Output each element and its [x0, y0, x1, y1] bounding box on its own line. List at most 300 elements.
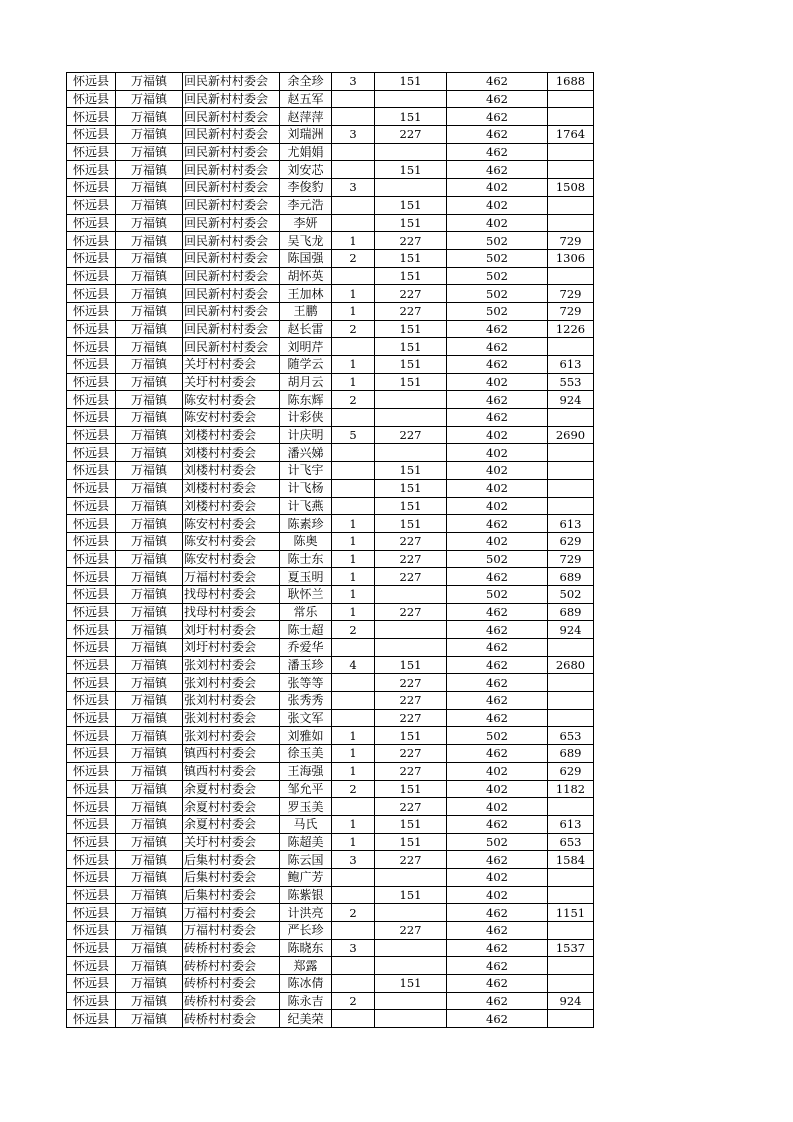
amount-a-cell: [375, 639, 447, 657]
name-cell: 王加林: [280, 285, 332, 303]
table-row: [67, 922, 594, 940]
amount-a-cell: 227: [375, 285, 447, 303]
household-size-cell: 2: [332, 320, 375, 338]
name-cell: 陈云国: [280, 851, 332, 869]
table-row: [67, 904, 594, 922]
amount-b-cell: 502: [447, 833, 548, 851]
amount-a-cell: [375, 992, 447, 1010]
table-row: [67, 815, 594, 833]
county-cell: 怀远县: [67, 709, 116, 727]
household-size-cell: 2: [332, 992, 375, 1010]
name-cell: 计洪亮: [280, 904, 332, 922]
household-size-cell: [332, 196, 375, 214]
data-table: [66, 72, 594, 1028]
village-committee-cell: 刘圩村村委会: [183, 621, 280, 639]
county-cell: 怀远县: [67, 868, 116, 886]
name-cell: 王鹏: [280, 302, 332, 320]
total-cell: [548, 161, 594, 179]
household-size-cell: [332, 108, 375, 126]
amount-a-cell: 151: [375, 356, 447, 374]
county-cell: 怀远县: [67, 939, 116, 957]
name-cell: 尤娟娟: [280, 143, 332, 161]
county-cell: 怀远县: [67, 143, 116, 161]
county-cell: 怀远县: [67, 886, 116, 904]
village-committee-cell: 回民新村村委会: [183, 179, 280, 197]
amount-a-cell: [375, 939, 447, 957]
village-committee-cell: 陈安村村委会: [183, 532, 280, 550]
town-cell: 万福镇: [116, 161, 183, 179]
county-cell: 怀远县: [67, 745, 116, 763]
county-cell: 怀远县: [67, 532, 116, 550]
name-cell: 赵长雷: [280, 320, 332, 338]
amount-a-cell: 151: [375, 373, 447, 391]
village-committee-cell: 回民新村村委会: [183, 320, 280, 338]
total-cell: 1226: [548, 320, 594, 338]
amount-a-cell: 151: [375, 479, 447, 497]
town-cell: 万福镇: [116, 532, 183, 550]
table-row: [67, 214, 594, 232]
county-cell: 怀远县: [67, 568, 116, 586]
household-size-cell: 3: [332, 126, 375, 144]
name-cell: 潘兴娣: [280, 444, 332, 462]
household-size-cell: [332, 143, 375, 161]
total-cell: [548, 922, 594, 940]
county-cell: 怀远县: [67, 762, 116, 780]
household-size-cell: [332, 214, 375, 232]
amount-a-cell: 227: [375, 851, 447, 869]
town-cell: 万福镇: [116, 585, 183, 603]
county-cell: 怀远县: [67, 621, 116, 639]
amount-a-cell: 151: [375, 497, 447, 515]
amount-a-cell: 151: [375, 320, 447, 338]
village-committee-cell: 关圩村村委会: [183, 373, 280, 391]
name-cell: 徐玉美: [280, 745, 332, 763]
village-committee-cell: 回民新村村委会: [183, 338, 280, 356]
town-cell: 万福镇: [116, 302, 183, 320]
table-row: [67, 727, 594, 745]
village-committee-cell: 后集村村委会: [183, 851, 280, 869]
table-row: [67, 320, 594, 338]
county-cell: 怀远县: [67, 815, 116, 833]
total-cell: 1764: [548, 126, 594, 144]
amount-a-cell: [375, 585, 447, 603]
total-cell: [548, 674, 594, 692]
table-row: [67, 692, 594, 710]
name-cell: 计飞宇: [280, 462, 332, 480]
amount-a-cell: 151: [375, 975, 447, 993]
town-cell: 万福镇: [116, 656, 183, 674]
county-cell: 怀远县: [67, 179, 116, 197]
amount-b-cell: 502: [447, 285, 548, 303]
county-cell: 怀远县: [67, 656, 116, 674]
household-size-cell: 1: [332, 762, 375, 780]
village-committee-cell: 回民新村村委会: [183, 90, 280, 108]
town-cell: 万福镇: [116, 798, 183, 816]
name-cell: 张秀秀: [280, 692, 332, 710]
county-cell: 怀远县: [67, 550, 116, 568]
name-cell: 陈东辉: [280, 391, 332, 409]
village-committee-cell: 张刘村村委会: [183, 656, 280, 674]
household-size-cell: 2: [332, 391, 375, 409]
name-cell: 常乐: [280, 603, 332, 621]
amount-a-cell: 227: [375, 745, 447, 763]
name-cell: 余全珍: [280, 73, 332, 91]
town-cell: 万福镇: [116, 709, 183, 727]
amount-a-cell: 151: [375, 462, 447, 480]
table-row: [67, 391, 594, 409]
name-cell: 陈冰倩: [280, 975, 332, 993]
amount-a-cell: 227: [375, 302, 447, 320]
amount-a-cell: [375, 391, 447, 409]
table-row: [67, 126, 594, 144]
town-cell: 万福镇: [116, 762, 183, 780]
county-cell: 怀远县: [67, 585, 116, 603]
amount-b-cell: 462: [447, 143, 548, 161]
amount-b-cell: 502: [447, 302, 548, 320]
household-size-cell: [332, 709, 375, 727]
total-cell: 653: [548, 833, 594, 851]
village-committee-cell: 刘圩村村委会: [183, 639, 280, 657]
name-cell: 陈超美: [280, 833, 332, 851]
village-committee-cell: 回民新村村委会: [183, 302, 280, 320]
name-cell: 张文军: [280, 709, 332, 727]
amount-b-cell: 462: [447, 603, 548, 621]
table-row: [67, 585, 594, 603]
amount-b-cell: 402: [447, 780, 548, 798]
county-cell: 怀远县: [67, 356, 116, 374]
amount-b-cell: 402: [447, 373, 548, 391]
county-cell: 怀远县: [67, 515, 116, 533]
village-committee-cell: 刘楼村村委会: [183, 479, 280, 497]
county-cell: 怀远县: [67, 798, 116, 816]
name-cell: 李妍: [280, 214, 332, 232]
town-cell: 万福镇: [116, 249, 183, 267]
name-cell: 陈永吉: [280, 992, 332, 1010]
table-row: [67, 886, 594, 904]
household-size-cell: [332, 338, 375, 356]
amount-a-cell: 227: [375, 798, 447, 816]
name-cell: 陈紫银: [280, 886, 332, 904]
county-cell: 怀远县: [67, 922, 116, 940]
town-cell: 万福镇: [116, 179, 183, 197]
name-cell: 陈奥: [280, 532, 332, 550]
village-committee-cell: 砖桥村村委会: [183, 957, 280, 975]
table-row: [67, 249, 594, 267]
table-row: [67, 975, 594, 993]
name-cell: 罗玉美: [280, 798, 332, 816]
name-cell: 赵五军: [280, 90, 332, 108]
amount-a-cell: 227: [375, 550, 447, 568]
town-cell: 万福镇: [116, 285, 183, 303]
amount-b-cell: 502: [447, 550, 548, 568]
household-size-cell: [332, 798, 375, 816]
name-cell: 陈士超: [280, 621, 332, 639]
town-cell: 万福镇: [116, 975, 183, 993]
town-cell: 万福镇: [116, 267, 183, 285]
town-cell: 万福镇: [116, 957, 183, 975]
county-cell: 怀远县: [67, 108, 116, 126]
county-cell: 怀远县: [67, 603, 116, 621]
name-cell: 耿怀兰: [280, 585, 332, 603]
name-cell: 陈素珍: [280, 515, 332, 533]
table-row: [67, 285, 594, 303]
table-row: [67, 851, 594, 869]
amount-b-cell: 462: [447, 338, 548, 356]
household-size-cell: 3: [332, 73, 375, 91]
name-cell: 潘玉珍: [280, 656, 332, 674]
name-cell: 刘瑞洲: [280, 126, 332, 144]
town-cell: 万福镇: [116, 992, 183, 1010]
town-cell: 万福镇: [116, 373, 183, 391]
amount-b-cell: 462: [447, 709, 548, 727]
village-committee-cell: 镇西村村委会: [183, 762, 280, 780]
total-cell: 689: [548, 745, 594, 763]
total-cell: [548, 196, 594, 214]
county-cell: 怀远县: [67, 338, 116, 356]
total-cell: 729: [548, 232, 594, 250]
town-cell: 万福镇: [116, 196, 183, 214]
table-row: [67, 762, 594, 780]
name-cell: 计飞杨: [280, 479, 332, 497]
table-row: [67, 780, 594, 798]
amount-b-cell: 402: [447, 798, 548, 816]
amount-a-cell: [375, 143, 447, 161]
village-committee-cell: 刘楼村村委会: [183, 444, 280, 462]
total-cell: [548, 709, 594, 727]
amount-b-cell: 462: [447, 639, 548, 657]
amount-b-cell: 462: [447, 90, 548, 108]
amount-a-cell: 151: [375, 780, 447, 798]
town-cell: 万福镇: [116, 338, 183, 356]
town-cell: 万福镇: [116, 479, 183, 497]
amount-b-cell: 402: [447, 462, 548, 480]
amount-b-cell: 402: [447, 179, 548, 197]
amount-b-cell: 462: [447, 391, 548, 409]
town-cell: 万福镇: [116, 444, 183, 462]
county-cell: 怀远县: [67, 444, 116, 462]
amount-a-cell: 151: [375, 815, 447, 833]
name-cell: 刘雅如: [280, 727, 332, 745]
town-cell: 万福镇: [116, 143, 183, 161]
amount-b-cell: 462: [447, 815, 548, 833]
name-cell: 陈晓东: [280, 939, 332, 957]
town-cell: 万福镇: [116, 815, 183, 833]
amount-a-cell: 151: [375, 338, 447, 356]
total-cell: 613: [548, 515, 594, 533]
name-cell: 李俊豹: [280, 179, 332, 197]
town-cell: 万福镇: [116, 727, 183, 745]
table-row: [67, 957, 594, 975]
total-cell: 1537: [548, 939, 594, 957]
amount-a-cell: 151: [375, 833, 447, 851]
county-cell: 怀远县: [67, 90, 116, 108]
town-cell: 万福镇: [116, 497, 183, 515]
household-size-cell: 1: [332, 745, 375, 763]
amount-a-cell: [375, 444, 447, 462]
household-size-cell: 1: [332, 585, 375, 603]
table-row: [67, 674, 594, 692]
county-cell: 怀远县: [67, 692, 116, 710]
household-size-cell: [332, 444, 375, 462]
village-committee-cell: 关圩村村委会: [183, 356, 280, 374]
total-cell: [548, 975, 594, 993]
amount-b-cell: 462: [447, 515, 548, 533]
village-committee-cell: 余夏村村委会: [183, 815, 280, 833]
town-cell: 万福镇: [116, 868, 183, 886]
total-cell: 2690: [548, 426, 594, 444]
amount-a-cell: 227: [375, 126, 447, 144]
household-size-cell: 1: [332, 373, 375, 391]
village-committee-cell: 陈安村村委会: [183, 409, 280, 427]
county-cell: 怀远县: [67, 975, 116, 993]
village-committee-cell: 砖桥村村委会: [183, 939, 280, 957]
table-row: [67, 833, 594, 851]
household-size-cell: 1: [332, 727, 375, 745]
household-size-cell: 1: [332, 833, 375, 851]
household-size-cell: [332, 674, 375, 692]
amount-a-cell: [375, 90, 447, 108]
county-cell: 怀远县: [67, 126, 116, 144]
total-cell: 1182: [548, 780, 594, 798]
village-committee-cell: 砖桥村村委会: [183, 1010, 280, 1028]
county-cell: 怀远县: [67, 639, 116, 657]
household-size-cell: [332, 922, 375, 940]
county-cell: 怀远县: [67, 462, 116, 480]
village-committee-cell: 刘楼村村委会: [183, 462, 280, 480]
total-cell: 689: [548, 568, 594, 586]
total-cell: 1306: [548, 249, 594, 267]
village-committee-cell: 万福村村委会: [183, 568, 280, 586]
amount-b-cell: 462: [447, 692, 548, 710]
total-cell: [548, 957, 594, 975]
amount-b-cell: 402: [447, 196, 548, 214]
amount-b-cell: 502: [447, 249, 548, 267]
total-cell: [548, 444, 594, 462]
amount-a-cell: [375, 868, 447, 886]
household-size-cell: 1: [332, 568, 375, 586]
table-row: [67, 497, 594, 515]
village-committee-cell: 张刘村村委会: [183, 674, 280, 692]
village-committee-cell: 刘楼村村委会: [183, 426, 280, 444]
amount-b-cell: 462: [447, 904, 548, 922]
town-cell: 万福镇: [116, 73, 183, 91]
name-cell: 计飞燕: [280, 497, 332, 515]
village-committee-cell: 张刘村村委会: [183, 727, 280, 745]
village-committee-cell: 回民新村村委会: [183, 249, 280, 267]
name-cell: 刘安芯: [280, 161, 332, 179]
county-cell: 怀远县: [67, 302, 116, 320]
amount-b-cell: 462: [447, 957, 548, 975]
amount-a-cell: 151: [375, 656, 447, 674]
amount-a-cell: 151: [375, 249, 447, 267]
village-committee-cell: 回民新村村委会: [183, 73, 280, 91]
amount-b-cell: 502: [447, 727, 548, 745]
household-size-cell: [332, 161, 375, 179]
village-committee-cell: 回民新村村委会: [183, 285, 280, 303]
town-cell: 万福镇: [116, 568, 183, 586]
amount-a-cell: 151: [375, 727, 447, 745]
household-size-cell: 1: [332, 285, 375, 303]
table-row: [67, 462, 594, 480]
amount-a-cell: [375, 904, 447, 922]
amount-b-cell: 402: [447, 479, 548, 497]
county-cell: 怀远县: [67, 285, 116, 303]
table-row: [67, 302, 594, 320]
village-committee-cell: 砖桥村村委会: [183, 975, 280, 993]
village-committee-cell: 张刘村村委会: [183, 692, 280, 710]
county-cell: 怀远县: [67, 409, 116, 427]
town-cell: 万福镇: [116, 462, 183, 480]
amount-b-cell: 462: [447, 975, 548, 993]
household-size-cell: 1: [332, 815, 375, 833]
table-row: [67, 267, 594, 285]
county-cell: 怀远县: [67, 426, 116, 444]
total-cell: [548, 1010, 594, 1028]
total-cell: 689: [548, 603, 594, 621]
total-cell: 629: [548, 532, 594, 550]
household-size-cell: 1: [332, 302, 375, 320]
amount-b-cell: 502: [447, 232, 548, 250]
table-row: [67, 550, 594, 568]
table-row: [67, 373, 594, 391]
total-cell: [548, 868, 594, 886]
amount-b-cell: 462: [447, 992, 548, 1010]
total-cell: [548, 338, 594, 356]
name-cell: 刘明芹: [280, 338, 332, 356]
town-cell: 万福镇: [116, 692, 183, 710]
village-committee-cell: 余夏村村委会: [183, 780, 280, 798]
amount-b-cell: 402: [447, 532, 548, 550]
county-cell: 怀远县: [67, 727, 116, 745]
name-cell: 张等等: [280, 674, 332, 692]
table-row: [67, 745, 594, 763]
town-cell: 万福镇: [116, 108, 183, 126]
village-committee-cell: 回民新村村委会: [183, 196, 280, 214]
amount-a-cell: 227: [375, 603, 447, 621]
table-row: [67, 709, 594, 727]
amount-a-cell: 151: [375, 267, 447, 285]
county-cell: 怀远县: [67, 267, 116, 285]
household-size-cell: 1: [332, 232, 375, 250]
household-size-cell: [332, 479, 375, 497]
household-size-cell: 1: [332, 356, 375, 374]
village-committee-cell: 砖桥村村委会: [183, 992, 280, 1010]
village-committee-cell: 找母村村委会: [183, 603, 280, 621]
village-committee-cell: 找母村村委会: [183, 585, 280, 603]
village-committee-cell: 陈安村村委会: [183, 515, 280, 533]
table-row: [67, 1010, 594, 1028]
town-cell: 万福镇: [116, 780, 183, 798]
total-cell: 613: [548, 815, 594, 833]
amount-a-cell: 151: [375, 161, 447, 179]
table-row: [67, 603, 594, 621]
table-row: [67, 73, 594, 91]
town-cell: 万福镇: [116, 851, 183, 869]
table-row: [67, 108, 594, 126]
amount-b-cell: 502: [447, 585, 548, 603]
county-cell: 怀远县: [67, 904, 116, 922]
village-committee-cell: 镇西村村委会: [183, 745, 280, 763]
amount-a-cell: 227: [375, 922, 447, 940]
amount-b-cell: 402: [447, 426, 548, 444]
name-cell: 陈士东: [280, 550, 332, 568]
amount-a-cell: [375, 409, 447, 427]
amount-b-cell: 462: [447, 161, 548, 179]
amount-b-cell: 462: [447, 939, 548, 957]
town-cell: 万福镇: [116, 922, 183, 940]
total-cell: 1688: [548, 73, 594, 91]
name-cell: 赵萍萍: [280, 108, 332, 126]
